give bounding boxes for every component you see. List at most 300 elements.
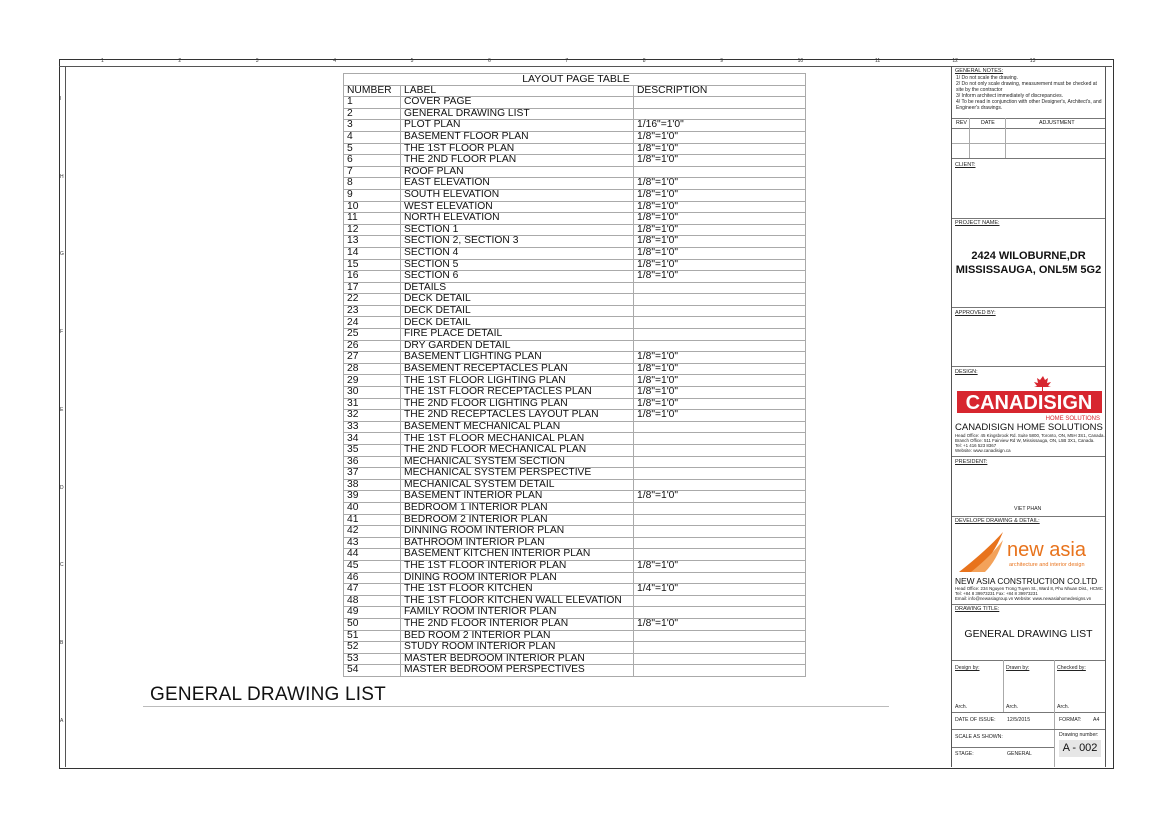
ruler-letter: F [60,329,64,336]
new-asia-logo-text: new asia [1007,539,1086,561]
row-description: 1/8"=1'0" [634,491,806,503]
row-label: THE 2ND FLOOR MECHANICAL PLAN [401,445,634,457]
header-number: NUMBER [344,85,401,97]
table-row [344,155,806,167]
table-row [344,630,806,642]
develope-section [952,516,1105,517]
row-label: SECTION 1 [401,224,634,236]
table-row [344,502,806,514]
sheet-title: GENERAL DRAWING LIST [150,684,386,705]
row-label: SECTION 5 [401,259,634,271]
row-description: 1/4"=1'0" [634,584,806,596]
row-number: 37 [344,468,401,480]
table-row [344,236,806,248]
row-label: BEDROOM 1 INTERIOR PLAN [401,502,634,514]
row-label: MASTER BEDROOM PERSPECTIVES [401,665,634,677]
table-row [344,259,806,271]
table-row [344,607,806,619]
row-label: FIRE PLACE DETAIL [401,329,634,341]
row-label: MECHANICAL SYSTEM PERSPECTIVE [401,468,634,480]
row-description [634,421,806,433]
row-description [634,468,806,480]
revision-header [952,118,1105,129]
layout-page-table [343,73,806,677]
table-row [344,120,806,132]
table-row [344,514,806,526]
row-description: 1/8"=1'0" [634,410,806,422]
drawing-number-label: Drawing number: [1059,732,1099,738]
president-label: PRESIDENT: [955,459,988,465]
row-description [634,433,806,445]
row-description: 1/8"=1'0" [634,131,806,143]
row-description [634,456,806,468]
row-description [634,282,806,294]
address-line: Email: info@newasiagroup.vn Website: www.newasiahomedesigns.vn [955,596,1092,601]
row-number: 2 [344,108,401,120]
row-description [634,97,806,109]
row-label: THE 1ST FLOOR LIGHTING PLAN [401,375,634,387]
row-label: MECHANICAL SYSTEM DETAIL [401,479,634,491]
signature-divider [1003,660,1004,712]
row-description: 1/8"=1'0" [634,224,806,236]
table-row [344,329,806,341]
ruler-number: 5 [410,58,414,64]
row-label: COVER PAGE [401,97,634,109]
table-row [344,131,806,143]
row-label: BASEMENT INTERIOR PLAN [401,491,634,503]
row-description [634,108,806,120]
row-number: 34 [344,433,401,445]
table-row [344,375,806,387]
row-label: BASEMENT FLOOR PLAN [401,131,634,143]
rev-divider [969,118,970,158]
row-description: 1/8"=1'0" [634,143,806,155]
row-number: 31 [344,398,401,410]
row-number: 14 [344,247,401,259]
row-label: FAMILY ROOM INTERIOR PLAN [401,607,634,619]
row-label: THE 1ST FLOOR PLAN [401,143,634,155]
row-number: 1 [344,97,401,109]
table-row [344,108,806,120]
row-description: 1/16"=1'0" [634,120,806,132]
address-line: Tel: +1 416 523 8367 [955,443,997,448]
stage-value: GENERAL [1007,751,1032,757]
drawing-title-label: DRAWING TITLE: [955,606,1000,612]
row-description: 1/8"=1'0" [634,363,806,375]
row-label: DECK DETAIL [401,294,634,306]
row-label: THE 2ND FLOOR INTERIOR PLAN [401,618,634,630]
row-description: 1/8"=1'0" [634,387,806,399]
project-address-line1: 2424 WILOBURNE,DR [971,250,1086,262]
ruler-letter: C [60,562,64,569]
table-title-row [344,74,806,86]
row-description: 1/8"=1'0" [634,259,806,271]
ruler-letter: A [60,717,64,724]
table-row [344,317,806,329]
row-description [634,166,806,178]
row-description: 1/8"=1'0" [634,178,806,190]
table-row [344,305,806,317]
row-description: 1/8"=1'0" [634,398,806,410]
signatures-section [952,660,1105,661]
row-label: STUDY ROOM INTERIOR PLAN [401,642,634,654]
row-label: DECK DETAIL [401,317,634,329]
row-description [634,665,806,677]
row-number: 25 [344,329,401,341]
design-section [952,366,1105,367]
row-number: 50 [344,618,401,630]
row-label: THE 2ND RECEPTACLES LAYOUT PLAN [401,410,634,422]
row-number: 23 [344,305,401,317]
table-row [344,665,806,677]
table-row [344,491,806,503]
row-description [634,572,806,584]
row-label: DINING ROOM INTERIOR PLAN [401,572,634,584]
ruler-number: 1 [101,58,104,64]
row-number: 48 [344,595,401,607]
row-label: BATHROOM INTERIOR PLAN [401,537,634,549]
row-label: BASEMENT MECHANICAL PLAN [401,421,634,433]
issue-divider [1054,712,1055,767]
row-number: 49 [344,607,401,619]
row-label: BASEMENT LIGHTING PLAN [401,352,634,364]
row-number: 24 [344,317,401,329]
drawing-number: A - 002 [1059,740,1101,757]
header-description: DESCRIPTION [634,85,806,97]
issue-section [952,712,1105,713]
row-label: MECHANICAL SYSTEM SECTION [401,456,634,468]
ruler-number: 2 [178,58,182,64]
scale-label: SCALE AS SHOWN: [955,734,1003,740]
row-number: 29 [344,375,401,387]
row-label: DRY GARDEN DETAIL [401,340,634,352]
row-description: 1/8"=1'0" [634,155,806,167]
row-description [634,549,806,561]
design-by-value: Arch. [955,704,968,710]
row-description: 1/8"=1'0" [634,560,806,572]
table-title: LAYOUT PAGE TABLE [344,74,806,86]
row-label: MASTER BEDROOM INTERIOR PLAN [401,653,634,665]
table-row [344,560,806,572]
row-label: BASEMENT KITCHEN INTERIOR PLAN [401,549,634,561]
table-row [344,294,806,306]
stage-section [952,747,1054,748]
note-item: 3/ Inform architect immediately of discrepancies. [956,93,1063,99]
ruler-number: 8 [642,58,646,64]
table-row [344,340,806,352]
table-row [344,398,806,410]
row-label: BEDROOM 2 INTERIOR PLAN [401,514,634,526]
row-label: ROOF PLAN [401,166,634,178]
table-row [344,189,806,201]
row-label: THE 2ND FLOOR PLAN [401,155,634,167]
format-value: A4 [1093,717,1100,723]
row-number: 5 [344,143,401,155]
row-description [634,653,806,665]
drawn-by-value: Arch. [1006,704,1019,710]
table-row [344,143,806,155]
table-row [344,224,806,236]
table-row [344,549,806,561]
note-item: 2/ Do not only scale drawing, measurement must be checked at site by the contractor [956,81,1097,93]
ruler-letter: B [60,639,64,646]
row-description [634,329,806,341]
row-number: 35 [344,445,401,457]
ruler-number: 9 [720,58,723,64]
row-label: THE 1ST FLOOR RECEPTACLES PLAN [401,387,634,399]
row-description: 1/8"=1'0" [634,247,806,259]
header-label: LABEL [401,85,634,97]
left-ruler [59,66,66,767]
rev-col: REV [956,120,967,126]
row-description [634,294,806,306]
table-row [344,363,806,375]
row-description [634,502,806,514]
table-header-row [344,85,806,97]
ruler-letter: G [60,251,64,258]
table-row [344,271,806,283]
row-description: 1/8"=1'0" [634,236,806,248]
row-number: 54 [344,665,401,677]
row-number: 9 [344,189,401,201]
row-number: 17 [344,282,401,294]
row-number: 44 [344,549,401,561]
row-number: 53 [344,653,401,665]
canadisign-logo-text: CANADISIGN [965,392,1093,414]
row-description: 1/8"=1'0" [634,201,806,213]
row-number: 6 [344,155,401,167]
table-row [344,445,806,457]
row-description [634,340,806,352]
note-item: 4/ To be read in conjunction with other Designer's, Architect's, and Engineer's drawings. [956,99,1102,111]
row-label: SECTION 6 [401,271,634,283]
row-label: SOUTH ELEVATION [401,189,634,201]
drawing-title-section [952,604,1105,605]
table-row [344,178,806,190]
row-description [634,607,806,619]
table-row [344,479,806,491]
table-row [344,282,806,294]
new-asia-logo-sub: architecture and interior design [1009,562,1085,568]
row-description: 1/8"=1'0" [634,618,806,630]
row-label: EAST ELEVATION [401,178,634,190]
row-number: 26 [344,340,401,352]
table-row [344,653,806,665]
row-description: 1/8"=1'0" [634,189,806,201]
ruler-letter: E [60,406,64,413]
row-number: 40 [344,502,401,514]
row-number: 45 [344,560,401,572]
row-description [634,642,806,654]
row-label: BASEMENT RECEPTACLES PLAN [401,363,634,375]
row-number: 51 [344,630,401,642]
row-number: 3 [344,120,401,132]
address-line: Tel: +84 8 39973231 Fax: +84 8 39973231 [955,591,1038,596]
row-number: 52 [344,642,401,654]
rev-divider [1005,118,1006,158]
row-number: 12 [344,224,401,236]
row-description [634,479,806,491]
table-row [344,537,806,549]
project-section [952,218,1105,219]
ruler-letter: D [60,484,64,491]
rev-row-line [952,143,1105,144]
format-label: FORMAT: [1059,717,1082,723]
row-number: 47 [344,584,401,596]
row-number: 42 [344,526,401,538]
table-row [344,526,806,538]
row-number: 13 [344,236,401,248]
title-underline [143,706,889,707]
adjustment-col: ADJUSTMENT [1039,120,1075,126]
table-row [344,642,806,654]
row-number: 15 [344,259,401,271]
row-description: 1/8"=1'0" [634,352,806,364]
table-row [344,166,806,178]
row-label: THE 1ST FLOOR KITCHEN [401,584,634,596]
client-section [952,158,1105,159]
row-number: 32 [344,410,401,422]
address-line: Head Office: 45 Kingsbrook Rd. Suite 5800, Toronto, ON, M5H 3S1, Canada. [955,433,1105,438]
president-section [952,456,1105,457]
project-address-line2: MISSISSAUGA, ONL5M 5G2 [955,264,1102,276]
row-label: DINNING ROOM INTERIOR PLAN [401,526,634,538]
drawing-title: GENERAL DRAWING LIST [964,628,1093,640]
row-number: 22 [344,294,401,306]
row-description [634,514,806,526]
design-label: DESIGN: [955,369,978,375]
table-row [344,247,806,259]
table-row [344,456,806,468]
row-description [634,526,806,538]
table-row [344,421,806,433]
row-label: WEST ELEVATION [401,201,634,213]
row-label: DETAILS [401,282,634,294]
address-line: Head Office: 234 Nguyen Trong Tuyen St., Ward 8, Phu Nhuan Dist., HCMC [955,586,1103,591]
date-of-issue-value: 12/5/2015 [1007,717,1031,723]
table-row [344,213,806,225]
develope-label: DEVELOPE DRAWING & DETAIL: [955,518,1040,524]
row-description: 1/8"=1'0" [634,213,806,225]
new-asia-name: NEW ASIA CONSTRUCTION CO.LTD [955,576,1098,586]
checked-by-label: Checked by: [1057,665,1086,671]
row-number: 36 [344,456,401,468]
checked-by-value: Arch. [1057,704,1070,710]
maple-leaf-icon [1034,376,1051,391]
stage-label: STAGE: [955,751,974,757]
approved-label: APPROVED BY: [955,310,996,316]
row-number: 46 [344,572,401,584]
row-description [634,445,806,457]
row-number: 4 [344,131,401,143]
row-number: 33 [344,421,401,433]
row-number: 39 [344,491,401,503]
row-number: 27 [344,352,401,364]
ruler-number: 4 [333,58,336,64]
date-col: DATE [981,120,995,126]
row-number: 38 [344,479,401,491]
table-row [344,352,806,364]
address-line: Branch Office: 511 Fairview Rd W, Mississauga, ON, L5B 3X1, Canada. [955,438,1095,443]
row-description: 1/8"=1'0" [634,375,806,387]
table-row [344,618,806,630]
row-label: SECTION 2, SECTION 3 [401,236,634,248]
client-label: CLIENT: [955,162,976,168]
table-row [344,433,806,445]
ruler-number: 10 [797,58,804,64]
row-description: 1/8"=1'0" [634,271,806,283]
row-number: 41 [344,514,401,526]
row-number: 10 [344,201,401,213]
row-number: 16 [344,271,401,283]
row-label: THE 1ST FLOOR KITCHEN WALL ELEVATION [401,595,634,607]
approved-section [952,307,1105,308]
row-label: GENERAL DRAWING LIST [401,108,634,120]
row-description [634,630,806,642]
ruler-letter: H [60,173,64,180]
row-number: 28 [344,363,401,375]
table-row [344,468,806,480]
president-name: VIET PHAN [1014,506,1042,512]
ruler-number: 6 [488,58,491,64]
ruler-number: 3 [255,58,259,64]
new-asia-address [955,586,1103,601]
row-label: THE 2ND FLOOR LIGHTING PLAN [401,398,634,410]
date-of-issue-label: DATE OF ISSUE: [955,717,996,723]
drawn-by-label: Drawn by: [1006,665,1030,671]
row-label: NORTH ELEVATION [401,213,634,225]
canadisign-address [955,433,1105,453]
row-label: BED ROOM 2 INTERIOR PLAN [401,630,634,642]
row-label: PLOT PLAN [401,120,634,132]
row-description [634,595,806,607]
row-number: 30 [344,387,401,399]
table-row [344,410,806,422]
row-number: 43 [344,537,401,549]
row-number: 8 [344,178,401,190]
canadisign-logo [957,373,1102,421]
project-label: PROJECT NAME: [955,220,1000,226]
table-row [344,97,806,109]
table-row [344,595,806,607]
row-label: THE 1ST FLOOR INTERIOR PLAN [401,560,634,572]
general-notes [956,75,1102,111]
signature-divider [1054,660,1055,712]
row-description [634,317,806,329]
title-block [951,66,1106,767]
row-label: THE 1ST FLOOR MECHANICAL PLAN [401,433,634,445]
row-number: 11 [344,213,401,225]
row-description [634,305,806,317]
note-item: 1/ Do not scale the drawing. [956,75,1018,81]
ruler-letter: I [60,96,62,102]
table-row [344,387,806,399]
address-line: Website: www.canadisign.ca [955,448,1011,453]
ruler-number: 11 [875,58,881,64]
table-row [344,572,806,584]
row-description [634,537,806,549]
ruler-number: 13 [1029,58,1036,64]
row-label: SECTION 4 [401,247,634,259]
ruler-number: 12 [952,58,958,64]
design-by-label: Design by: [955,665,980,671]
table-row [344,584,806,596]
row-number: 7 [344,166,401,178]
canadisign-logo-sub: HOME SOLUTIONS [1045,416,1100,421]
ruler-number: 7 [565,58,569,64]
canadisign-name: CANADISIGN HOME SOLUTIONS [955,422,1103,433]
row-label: DECK DETAIL [401,305,634,317]
